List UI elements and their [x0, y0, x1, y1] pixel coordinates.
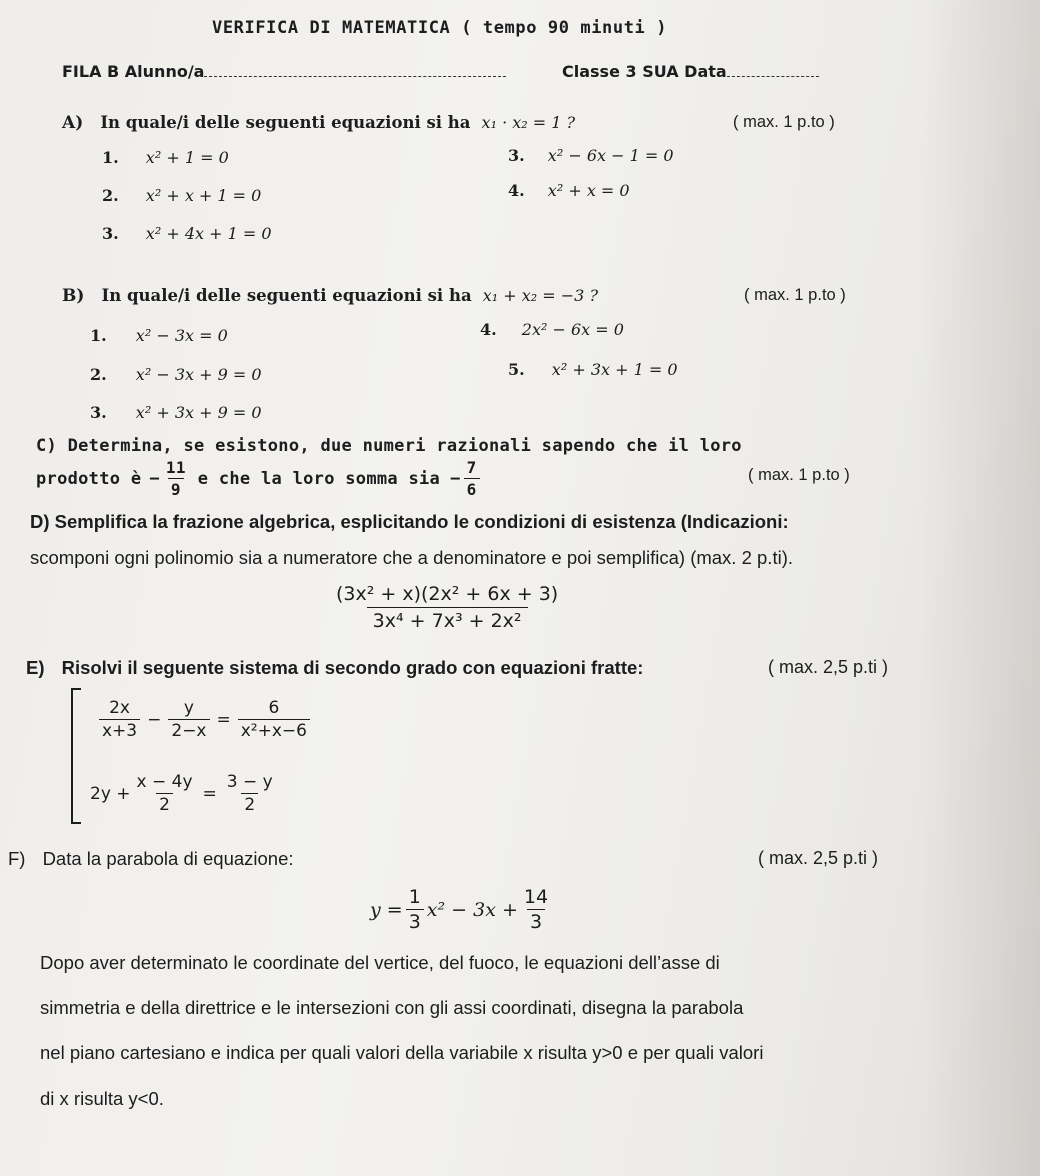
option-number: 5. [508, 360, 525, 379]
question-c-prodotto: prodotto è [36, 468, 142, 489]
option-equation: x² + x + 1 = 0 [145, 186, 262, 205]
date-blank [727, 76, 819, 77]
option-equation: x² − 3x + 9 = 0 [135, 365, 262, 384]
fila-label: FILA B Alunno/a [62, 62, 205, 81]
classe-label: Classe 3 SUA Data [562, 62, 727, 81]
question-f-para-line4: di x risulta y<0. [40, 1088, 164, 1109]
fraction-2x-over-x-plus-3 [99, 698, 140, 741]
equation-lead: 2y + [90, 783, 131, 804]
fraction-denominator: 6 [464, 478, 480, 499]
option-equation: x² + 1 = 0 [145, 148, 229, 167]
question-e-letter: E) [26, 657, 45, 678]
question-f-text: Data la parabola di equazione: [42, 848, 294, 869]
option-equation: x² + 3x + 1 = 0 [551, 360, 678, 379]
question-a-option-1 [102, 148, 229, 167]
question-b-option-4 [480, 320, 624, 339]
fraction-numerator: 1 [408, 886, 421, 908]
option-number: 3. [508, 146, 525, 165]
question-e-text: Risolvi il seguente sistema di secondo grado con equazioni fratte: [61, 657, 644, 678]
question-a-option-2 [102, 186, 261, 205]
fraction-one-third [406, 886, 424, 933]
fraction-denominator: 2 [156, 793, 173, 815]
fraction-y-over-2-minus-x [168, 698, 209, 741]
question-f-para-line3: nel piano cartesiano e indica per quali valori della variabile x risulta y>0 e per quali valori [40, 1042, 764, 1063]
option-number: 2. [102, 186, 119, 205]
fraction-numerator: (3x² + x)(2x² + 6x + 3) [336, 583, 559, 605]
fraction-numerator: 3 − y [226, 772, 273, 792]
fraction-denominator: 3x⁴ + 7x³ + 2x² [367, 607, 528, 632]
student-name-blank [204, 76, 506, 77]
question-a-text: In quale/i delle seguenti equazioni si ha [100, 113, 471, 132]
question-d-line2: scomponi ogni polinomio sia a numeratore che a denominatore e poi semplifica) (max. 2 p.ti). [30, 547, 793, 568]
question-c-line2 [36, 458, 483, 499]
product-fraction [163, 458, 189, 499]
fraction-numerator: 14 [523, 886, 549, 908]
fraction-3-minus-y-over-2 [224, 772, 276, 815]
system-equation-2 [90, 772, 279, 815]
minus-sign: − [149, 468, 160, 489]
fraction-denominator: x²+x−6 [238, 719, 310, 741]
parabola-equation [370, 886, 554, 933]
question-f [8, 848, 294, 870]
option-number: 2. [90, 365, 107, 384]
system-brace [71, 688, 81, 824]
option-equation: 2x² − 6x = 0 [521, 320, 624, 339]
fraction-fourteen-thirds [521, 886, 551, 933]
fraction-numerator: 7 [466, 458, 477, 477]
option-number: 4. [508, 181, 525, 200]
fraction-numerator: 2x [109, 698, 130, 718]
question-c-points: ( max. 1 p.to ) [748, 466, 850, 484]
option-number: 3. [90, 403, 107, 422]
test-title: VERIFICA DI MATEMATICA ( tempo 90 minuti ) [212, 18, 668, 38]
option-number: 4. [480, 320, 497, 339]
fraction-denominator: 2 [241, 793, 258, 815]
equation-middle: x² − 3x + [426, 898, 518, 921]
question-a-points: ( max. 1 p.to ) [733, 113, 835, 131]
option-number: 1. [90, 326, 107, 345]
fraction-denominator: x+3 [99, 719, 140, 741]
question-b-option-3 [90, 403, 262, 422]
fraction-numerator: 11 [165, 458, 186, 477]
minus-sign: − [450, 468, 461, 489]
question-b-option-5 [508, 360, 678, 379]
question-d-expression [330, 583, 564, 632]
question-b-letter: B) [62, 286, 85, 306]
question-f-points: ( max. 2,5 p.ti ) [758, 848, 879, 868]
question-b-option-2 [90, 365, 262, 384]
algebraic-fraction [330, 583, 564, 632]
question-b-points: ( max. 1 p.to ) [744, 286, 846, 304]
fraction-denominator: 2−x [168, 719, 209, 741]
fraction-6-over-quadratic [238, 698, 310, 741]
question-f-para-line2: simmetria e della direttrice e le intersezioni con gli assi coordinati, disegna la parabola [40, 997, 744, 1018]
option-number: 1. [102, 148, 119, 167]
operator: − [147, 709, 162, 730]
question-a-condition: x₁ · x₂ = 1 ? [481, 113, 576, 132]
question-c-line1: C) Determina, se esistono, due numeri razionali sapendo che il loro [36, 436, 742, 456]
header-fila [62, 62, 506, 81]
option-equation: x² − 3x = 0 [135, 326, 228, 345]
option-equation: x² − 6x − 1 = 0 [547, 146, 674, 165]
question-b-option-1 [90, 326, 228, 345]
fraction-numerator: y [183, 698, 194, 718]
option-equation: x² + 3x + 9 = 0 [135, 403, 262, 422]
question-f-letter: F) [8, 848, 26, 869]
fraction-x-minus-4y-over-2 [134, 772, 196, 815]
question-a-option-4 [508, 146, 674, 165]
question-a-letter: A) [62, 113, 84, 133]
question-e [26, 657, 643, 679]
system-equation-1 [96, 698, 313, 741]
page-shadow [920, 0, 1040, 1176]
question-b [62, 286, 598, 306]
fraction-denominator: 9 [168, 478, 184, 499]
question-a-option-3 [102, 224, 272, 243]
fraction-denominator: 3 [527, 909, 545, 933]
question-f-para-line1: Dopo aver determinato le coordinate del vertice, del fuoco, le equazioni dell’asse di [40, 952, 720, 973]
fraction-denominator: 3 [406, 909, 424, 933]
question-b-text: In quale/i delle seguenti equazioni si ha [101, 286, 472, 305]
option-equation: x² + 4x + 1 = 0 [145, 224, 272, 243]
option-equation: x² + x = 0 [547, 181, 630, 200]
question-a [62, 113, 575, 133]
equals-sign: = [216, 709, 231, 730]
option-number: 3. [102, 224, 119, 243]
header-classe [562, 62, 819, 81]
equals-sign: = [202, 783, 217, 804]
question-e-points: ( max. 2,5 p.ti ) [768, 657, 889, 677]
sum-fraction [464, 458, 480, 499]
question-b-condition: x₁ + x₂ = −3 ? [482, 286, 599, 305]
equation-lead: y = [370, 898, 403, 921]
fraction-numerator: x − 4y [136, 772, 193, 792]
question-a-option-5 [508, 181, 630, 200]
question-d-line1: D) Semplifica la frazione algebrica, esplicitando le condizioni di esistenza (Indicazioni: [30, 511, 789, 532]
question-c-mid: e che la loro somma sia [197, 468, 441, 489]
fraction-numerator: 6 [268, 698, 280, 718]
